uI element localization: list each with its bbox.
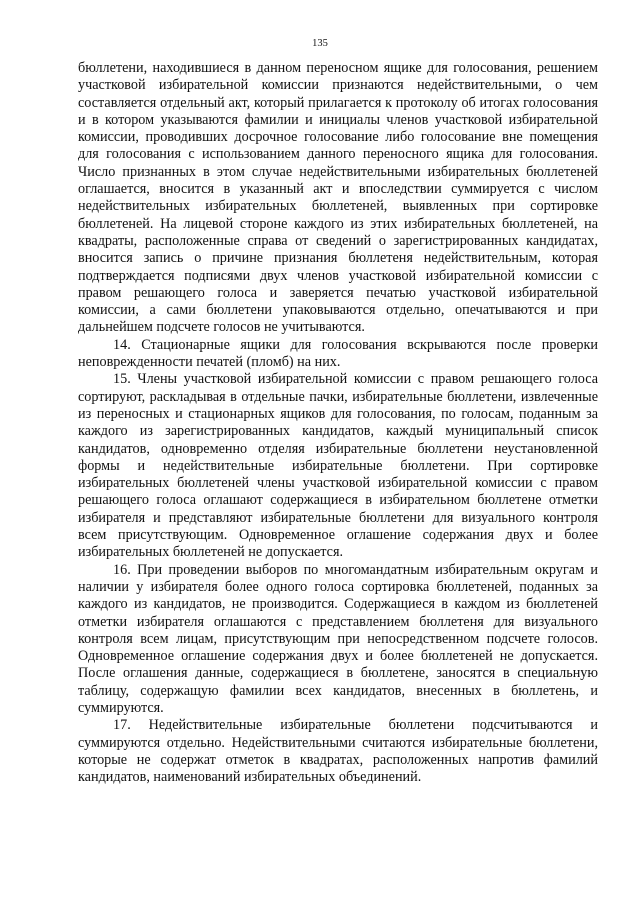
paragraph-14: 14. Стационарные ящики для голосования вскрываются после проверки неповрежденности печатей (пломб) на них. — [78, 336, 598, 371]
paragraph-15: 15. Члены участковой избирательной комиссии с правом решающего голоса сортируют, раскладывая в отдельные пачки, избирательные бюллетени, извлеченные из переносных и стационарных ящиков для голосования, по голосам, поданным за каждого из зарегистрированных кандидатов, каждый муниципальный список кандидатов, одновременно отделяя избирательные бюллетени неустановленной формы и недействительные избирательные бюллетени. При сортировке избирательных бюллетеней члены участковой избирательной комиссии с правом решающего голоса оглашают содержащиеся в избирательном бюллетене отметки избирателя и представляют избирательные бюллетени для визуального контроля всем присутствующим. Одновременное оглашение содержания двух и более избирательных бюллетеней не допускается. — [78, 371, 598, 561]
document-body — [78, 60, 598, 786]
paragraph-16: 16. При проведении выборов по многомандатным избирательным округам и наличии у избирателя более одного голоса сортировка бюллетеней, поданных за каждого из кандидатов, не производится. Содержащиеся в каждом из бюллетеней отметки избирателя оглашаются с представлением бюллетеня для визуального контроля всем лицам, присутствующим при непосредственном подсчете голосов. Одновременное оглашение содержания двух и более бюллетеней не допускается. После оглашения данные, содержащиеся в бюллетене, заносятся в специальную таблицу, содержащую фамилии всех кандидатов, внесенных в бюллетень, и суммируются. — [78, 561, 598, 716]
paragraph-continuation: бюллетени, находившиеся в данном переносном ящике для голосования, решением участковой избирательной комиссии признаются недействительными, о чем составляется отдельный акт, который прилагается к протоколу об итогах голосования и в котором указываются фамилии и инициалы членов участковой избирательной комиссии, проводивших досрочное голосование либо голосование вне помещения для голосования с использованием данного переносного ящика для голосования. Число признанных в этом случае недействительными избирательных бюллетеней оглашается, вносится в указанный акт и впоследствии суммируется с числом недействительных избирательных бюллетеней, выявленных при сортировке бюллетеней. На лицевой стороне каждого из этих избирательных бюллетеней, на квадраты, расположенные справа от сведений о зарегистрированных кандидатах, вносится запись о причине признания бюллетеня недействительным, которая подтверждается подписями двух членов участковой избирательной комиссии с правом решающего голоса и заверяется печатью участковой избирательной комиссии, а сами бюллетени упаковываются отдельно, опечатываются и при дальнейшем подсчете голосов не учитываются. — [78, 60, 598, 336]
page-number: 135 — [312, 38, 328, 49]
paragraph-17: 17. Недействительные избирательные бюллетени подсчитываются и суммируются отдельно. Недействительными считаются избирательные бюллетени, которые не содержат отметок в квадратах, расположенных напротив фамилий кандидатов, наименований избирательных объединений. — [78, 717, 598, 786]
